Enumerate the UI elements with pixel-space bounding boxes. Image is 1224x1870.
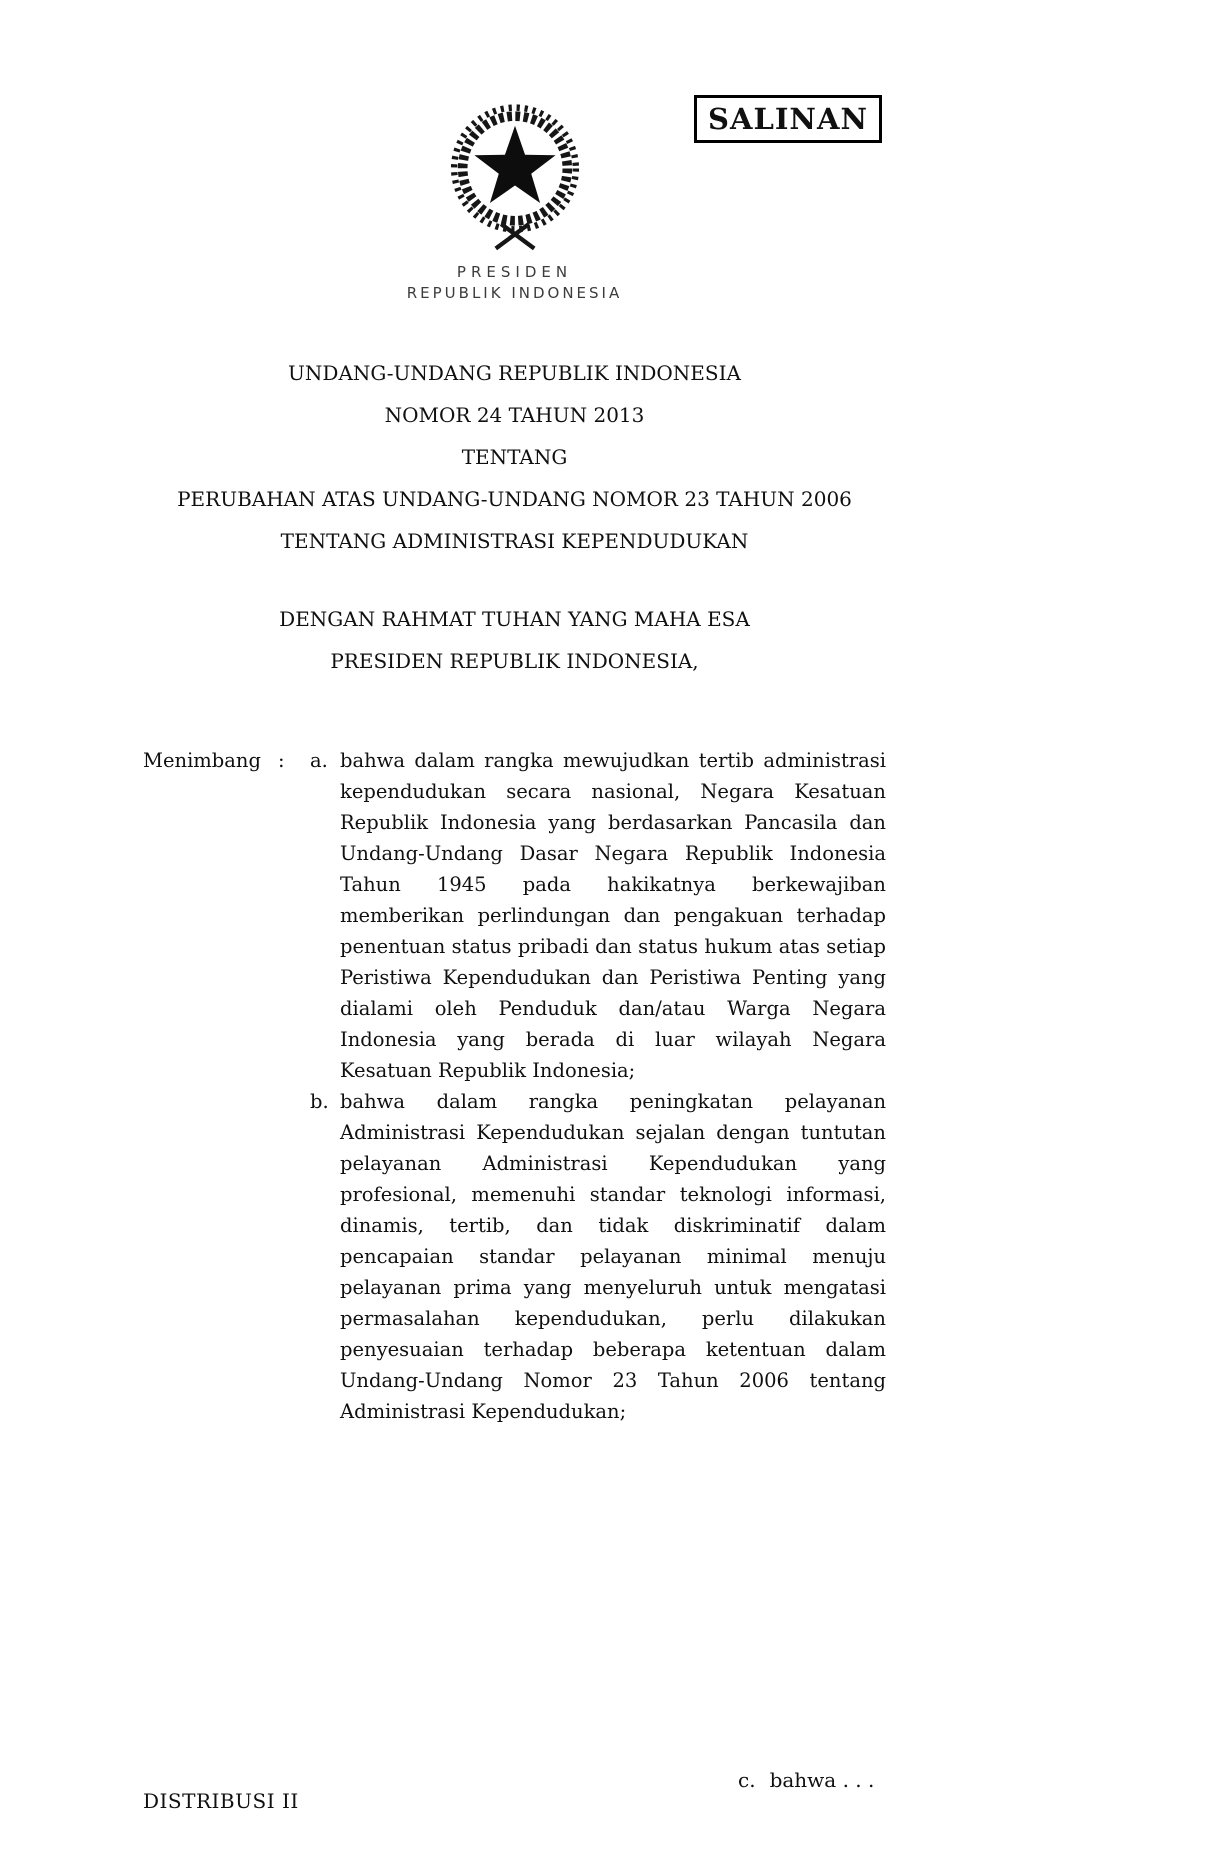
considering-items <box>310 745 886 1427</box>
presidential-emblem <box>143 98 886 304</box>
considering-item-b-marker: b. <box>310 1090 329 1113</box>
heading-spacer <box>143 562 886 598</box>
heading-line-subject-2: TENTANG ADMINISTRASI KEPENDUDUKAN <box>280 529 749 553</box>
heading-issuer: PRESIDEN REPUBLIK INDONESIA, <box>330 649 699 673</box>
catchword-text: bahwa . . . <box>769 1768 875 1792</box>
emblem-caption-presiden: PRESIDEN <box>456 263 573 281</box>
catchword-line <box>738 1768 874 1792</box>
considering-colon: : <box>278 749 285 772</box>
heading-line-tentang: TENTANG <box>461 445 568 469</box>
heading-invocation: DENGAN RAHMAT TUHAN YANG MAHA ESA <box>279 607 750 631</box>
considering-item-a-marker: a. <box>310 749 328 772</box>
catchword-marker: c. <box>738 1768 756 1792</box>
heading-line-subject-1: PERUBAHAN ATAS UNDANG-UNDANG NOMOR 23 TAHUN 2006 <box>177 487 852 511</box>
heading-line-law-title: UNDANG-UNDANG REPUBLIK INDONESIA <box>288 361 741 385</box>
considering-item-b <box>310 1086 886 1427</box>
considering-item-b-text: bahwa dalam rangka peningkatan pelayanan Administrasi Kependudukan sejalan dengan tuntutan pelayanan Administrasi Kependudukan yang profesional, memenuhi standar teknologi informasi, dinamis, tertib, dan tidak diskriminatif dalam pencapaian standar pelayanan minimal menuju pelayanan prima yang menyeluruh untuk mengatasi permasalahan kependudukan, perlu dilakukan penyesuaian terhadap beberapa ketentuan dalam Undang-Undang Nomor 23 Tahun 2006 tentang Administrasi Kependudukan; <box>340 1090 886 1423</box>
salinan-stamp-label: SALINAN <box>708 102 868 136</box>
heading-line-number: NOMOR 24 TAHUN 2013 <box>384 403 645 427</box>
considering-label: Menimbang <box>143 749 261 772</box>
considering-item-a <box>310 745 886 1086</box>
garuda-star-emblem-icon <box>429 98 601 256</box>
emblem-caption <box>143 262 886 304</box>
emblem-caption-republik: REPUBLIK INDONESIA <box>406 284 623 302</box>
document-heading <box>143 352 886 682</box>
considering-item-a-text: bahwa dalam rangka mewujudkan tertib administrasi kependudukan secara nasional, Negara Kesatuan Republik Indonesia yang berdasarkan Pancasila dan Undang-Undang Dasar Negara Republik Indonesia Tahun 1945 pada hakikatnya berkewajiban memberikan perlindungan dan pengakuan terhadap penentuan status pribadi dan status hukum atas setiap Peristiwa Kependudukan dan Peristiwa Penting yang dialami oleh Penduduk dan/atau Warga Negara Indonesia yang berada di luar wilayah Negara Kesatuan Republik Indonesia; <box>340 749 886 1082</box>
distribution-mark: DISTRIBUSI II <box>143 1789 299 1813</box>
considering-section <box>143 745 886 1427</box>
